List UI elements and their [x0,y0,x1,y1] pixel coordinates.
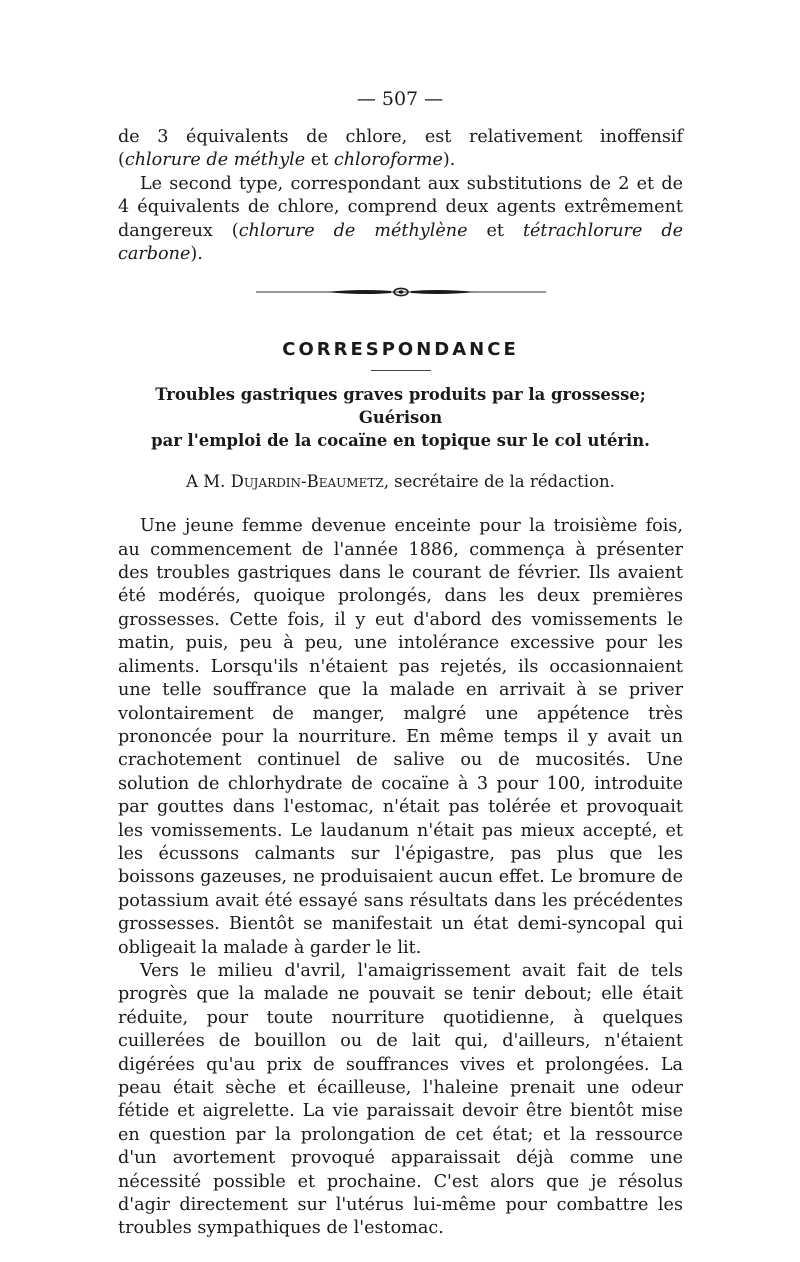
text-run: ). [190,244,203,265]
text-run: et [467,220,523,241]
text-run: Le second type, correspondant aux substitutions de 2 et de 4 équivalents de chlore, comprend deux agents extrêmement dangereux ( [118,173,683,241]
addressee-line [118,470,683,493]
page-number: — 507 — [356,88,444,110]
text-run: ). [442,150,456,171]
italic-term: chlorure de méthylène [238,220,468,241]
intro-paragraph-1 [118,126,683,173]
intro-paragraph-2 [118,173,683,267]
section-heading: CORRESPONDANCE [282,339,519,361]
body-paragraph-1: Une jeune femme devenue enceinte pour la troisième fois, au commencement de l'année 1886, commença à présenter des troubles gastriques dans le courant de février. Ils avaient été modérés, quoique prolongés, dans les deux premières grossesses. Cette fois, il y eut d'abord des vomissements le matin, puis, peu à peu, une intolérance excessive pour les aliments. Lorsqu'ils n'étaient pas rejetés, ils occasionnaient une telle souffrance que la malade en arrivait à se priver volontairement de manger, malgré une appétence très prononcée pour la nourriture. En même temps il y avait un crachotement continuel de salive ou de mucosités. Une solution de chlorhydrate de cocaïne à 3 pour 100, introduite par gouttes dans l'estomac, n'était pas tolérée et provoquait les vomissements. Le laudanum n'était pas mieux accepté, et les écussons calmants sur l'épigastre, pas plus que les boissons gazeuses, ne produisaient aucun effet. Le bromure de potassium avait été essayé sans résultats dans les précédentes grossesses. Bientôt se manifestait un état demi-syncopal qui obligeait la malade à garder le lit. [118,516,683,958]
page-content [118,88,683,1241]
addressee-name: Dujardin-Beaumetz [230,471,384,491]
italic-term: tétrachlorure de carbone [118,220,684,265]
ornament-rule-icon [256,286,546,298]
text-run: de 3 équivalents de chlore, est relativement inoffensif ( [118,127,683,171]
article-subtitle-2: Guérison [358,407,443,427]
article-subtitle-3: par l'emploi de la cocaïne en topique sur le col utérin. [151,430,650,450]
text-run: , secrétaire de la rédaction. [383,471,615,491]
article-subtitle-1: Troubles gastriques graves produits par la grossesse; [155,384,646,404]
italic-term: chlorure de méthyle [124,150,306,171]
text-run: A M. [186,471,231,491]
italic-term: chloroforme [333,150,443,171]
text-run: et [305,150,334,171]
body-paragraph-2: Vers le milieu d'avril, l'amaigrissement avait fait de tels progrès que la malade ne pouvait se tenir debout; elle était réduite, pour toute nourriture quotidienne, à quelques cuillerées de bouillon ou de lait qui, d'ailleurs, n'étaient digérées qu'au prix de souffrances vives et prolongées. La peau était sèche et écailleuse, l'haleine prenait une odeur fétide et aigrelette. La vie paraissait devoir être bientôt mise en question par la prolongation de cet état; et la ressource d'un avortement provoqué apparaissait déjà comme une nécessité possible et prochaine. C'est alors que je résolus d'agir directement sur l'utérus lui-même pour combattre les troubles sympathiques de l'estomac. [118,960,683,1239]
heading-divider [371,370,431,371]
